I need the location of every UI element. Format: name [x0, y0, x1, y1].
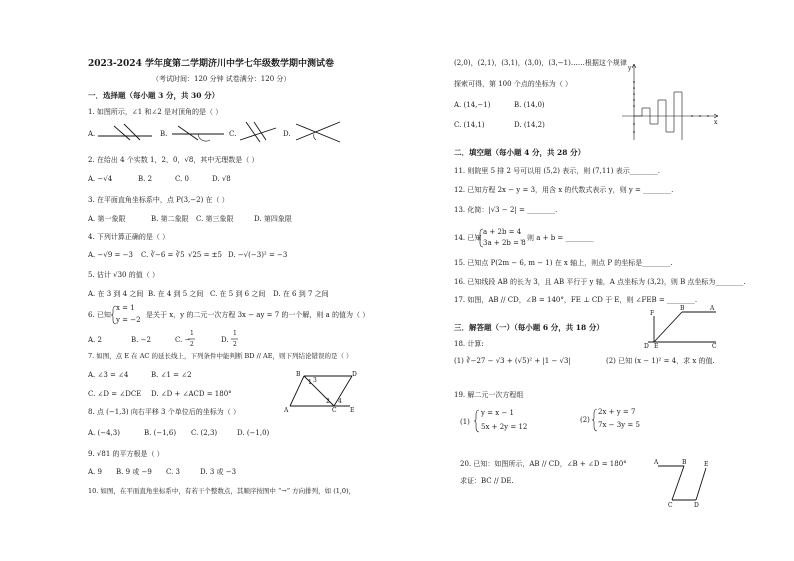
q20-label-d: D: [694, 502, 699, 509]
q20-label-b: B: [682, 459, 687, 466]
q3-option-c: C. 第三象限: [196, 215, 234, 223]
q7-option-c: C. ∠D = ∠DCE: [88, 390, 142, 398]
q17-label-b: B: [680, 305, 685, 312]
q10-option-b: B. (14,0): [514, 101, 545, 109]
q7-angle-1: 1: [308, 379, 312, 386]
q4-option-c: C. ∛−6 = ∛5: [141, 251, 185, 259]
exam-subtitle: （考试时间：120 分钟 试卷满分：120 分）: [152, 75, 291, 83]
question-6: 是关于 x，y 的二元一次方程 3x − ay = 7 的一个解，则 a 的值为（ ）: [146, 311, 370, 319]
q7-option-a: A. ∠3 = ∠4: [88, 371, 129, 379]
q3-option-b: B. 第二象限: [151, 215, 189, 223]
q6-option-c: C. −: [175, 336, 191, 344]
q6-option-c-num: 1: [190, 330, 194, 337]
q19-part-2-eq-1: 2x + y = 7: [598, 408, 636, 416]
question-10-continued-2: 探索可得，第 100 个点的坐标为（ ）: [454, 80, 573, 88]
q20-figure: [650, 458, 714, 508]
q2-option-d: D. √8: [212, 175, 231, 183]
q6-fraction-bar-c: [188, 338, 196, 340]
q7-label-d: D: [352, 371, 357, 378]
q10-label-y: y: [628, 65, 632, 72]
q4-option-d: D. −√(−3)² = −3: [228, 251, 288, 259]
q17-label-f: F: [650, 310, 655, 317]
q9-option-b: B. 9 或 −9: [116, 468, 152, 476]
question-10-continued: (2,0)，(2,1)，(3,1)，(3,0)，(3,−1)……根据这个规律: [454, 59, 627, 67]
q10-label-x: x: [714, 119, 718, 126]
q19-part-1-eq-2: 5x + 2y = 12: [481, 423, 528, 431]
q3-option-d: D. 第四象限: [254, 215, 292, 223]
question-14-prefix: 14. 已知: [454, 234, 482, 242]
q19-part-1-eq-1: y = x − 1: [481, 409, 514, 417]
q6-option-b: B. −2: [131, 336, 151, 344]
q9-option-a: A. 9: [88, 468, 102, 476]
q2-option-b: B. 2: [138, 175, 153, 183]
q7-label-c: C: [332, 407, 337, 414]
q2-option-a: A. −√4: [88, 175, 113, 183]
q1-figure-b: [168, 122, 228, 142]
question-20: 20. 已知：如图所示，AB // CD，∠B + ∠D = 180°: [460, 460, 627, 468]
question-18-part-1: (1) ∛−27 − √3 + (√5)² + |1 − √3|: [454, 357, 571, 365]
question-2: 2. 在给出 4 个实数 1，2，0，√8，其中无理数是（ ）: [88, 156, 259, 164]
q6-option-d: D.: [221, 336, 229, 344]
q8-option-a: A. (−4,3): [88, 429, 120, 437]
question-9: 9. √81 的平方根是（ ）: [88, 450, 164, 458]
question-4: 4. 下列计算正确的是（ ）: [88, 233, 170, 241]
q19-part-1-brace: [474, 409, 480, 433]
question-18-part-2: (2) 已知 (x − 1)² = 4，求 x 的值.: [606, 357, 715, 365]
q10-option-a: A. (14,−1): [454, 101, 491, 109]
question-11: 11. 则院里 5 排 2 号可以用 (5,2) 表示，则 (7,11) 表示________.: [454, 167, 660, 175]
q6-fraction-bar-d: [231, 338, 239, 340]
q7-option-b: B. ∠1 = ∠2: [151, 371, 192, 379]
q19-part-1-label: (1): [460, 418, 470, 426]
q20-label-a: A: [654, 459, 659, 466]
question-19: 19. 解二元一次方程组: [454, 391, 524, 399]
q7-angle-3: 3: [313, 377, 317, 384]
q6-option-d-num: 1: [233, 330, 237, 337]
q17-figure: [640, 306, 720, 348]
q14-equation-1: a + 2b = 4: [483, 228, 522, 236]
question-7: 7. 如图，点 E 在 AC 的延长线上，下列条件中能判断 BD // AE，则下列结论错误的是（ ）: [88, 352, 353, 360]
q20-label-e: E: [704, 461, 709, 468]
q1-option-d: D.: [283, 130, 291, 138]
q19-part-2-eq-2: 7x − 3y = 5: [598, 421, 640, 429]
q4-option-a: A. −√9 = −3: [88, 251, 133, 259]
q10-option-c: C. (14,1): [454, 121, 485, 129]
q7-angle-2: 2: [326, 398, 330, 405]
q1-option-a: A.: [88, 130, 96, 138]
q5-option-a: A. 在 3 到 4 之间: [88, 290, 144, 298]
q9-option-d: D. 3 或 −3: [200, 468, 237, 476]
q6-option-a: A. 2: [88, 336, 102, 344]
question-1: 1. 如图所示，∠1 和∠2 是对顶角的是（ ）: [88, 108, 223, 116]
q5-option-b: B. 在 4 到 5 之间: [148, 290, 204, 298]
q5-option-c: C. 在 5 到 6 之间: [210, 290, 266, 298]
q7-option-d: D. ∠D + ∠ACD = 180°: [151, 390, 232, 398]
q6-option-d-den: 2: [233, 341, 237, 348]
q6-equation-2: y = −2: [116, 316, 141, 324]
question-3: 3. 在平面直角坐标系中，点 P(3,−2) 在（ ）: [88, 196, 229, 204]
q3-option-a: A. 第一象限: [88, 215, 126, 223]
question-18: 18. 计算:: [454, 340, 484, 348]
q17-label-c: C: [712, 343, 717, 350]
question-15: 15. 已知点 P(2m − 6, m − 1) 在 x 轴上，则点 P 的坐标是________.: [454, 259, 673, 267]
q4-option-b: √25 = ±5: [188, 251, 223, 259]
q10-spiral-figure: [622, 62, 722, 142]
q10-option-d: D. (14,2): [514, 121, 545, 129]
q19-part-2-label: (2): [580, 416, 590, 424]
question-8: 8. 点 (−1,3) 向右平移 3 个单位后的坐标为（ ）: [88, 408, 240, 416]
q6-equation-1: x = 1: [116, 304, 135, 312]
q1-figure-c: [236, 120, 280, 144]
q8-option-b: B. (−1,6): [144, 429, 177, 437]
q1-option-c: C.: [229, 130, 237, 138]
q7-figure: [286, 372, 358, 412]
question-10: 10. 如图，在平面直角坐标系中，有若干个整数点，其顺序按图中 “→” 方向排列，如 (1,0)，: [88, 487, 356, 495]
q17-label-d: D: [644, 343, 649, 350]
question-14: ，则 a + b = ________: [520, 234, 594, 242]
q20-label-c: C: [668, 502, 673, 509]
section-heading-solve-1: 三．解答题（一）（每小题 6 分，共 18 分）: [454, 323, 604, 332]
section-heading-choice: 一．选择题（每小题 3 分，共 30 分）: [88, 91, 220, 100]
q7-label-b: B: [296, 371, 301, 378]
q2-option-c: C. 0: [175, 175, 190, 183]
q1-option-b: B.: [160, 130, 168, 138]
exam-title: 2023-2024 学年度第二学期济川中学七年级数学期中测试卷: [88, 59, 334, 69]
section-heading-fill-in: 二．填空题（每小题 4 分，共 28 分）: [454, 148, 586, 157]
question-17: 17. 如图，AB // CD，∠B = 140°，FE ⊥ CD 于 E，则 ∠FEB = ________.: [454, 296, 698, 304]
q14-equation-2: 3a + 2b = 8: [483, 239, 526, 247]
q8-option-c: C. (2,3): [191, 429, 218, 437]
q5-option-d: D. 在 6 到 7 之间: [273, 290, 329, 298]
q7-angle-4: 4: [338, 398, 342, 405]
question-6-prefix: 6. 已知: [88, 311, 111, 319]
question-12: 12. 已知方程 2x − y = 3，用含 x 的代数式表示 y，则 y = ________.: [454, 186, 674, 194]
question-13: 13. 化简：|√3 − 2| = ________.: [454, 206, 558, 214]
q8-option-d: D. (−1,0): [237, 429, 270, 437]
q1-figure-a: [96, 122, 156, 142]
question-16: 16. 已知线段 AB 的长为 3，且 AB 平行于 y 轴，A 点坐标为 (3,2)，则 B 点坐标为________.: [454, 278, 746, 286]
q7-label-e: E: [350, 407, 355, 414]
q1-figure-d: [292, 120, 344, 144]
question-5: 5. 估计 √30 的值（ ）: [88, 271, 159, 279]
q7-label-a: A: [284, 407, 289, 414]
q17-label-a: A: [710, 305, 715, 312]
q9-option-c: C. 3: [166, 468, 181, 476]
q6-option-c-den: 2: [190, 341, 194, 348]
q17-label-e: E: [654, 343, 659, 350]
question-20-prove: 求证：BC // DE.: [460, 477, 514, 485]
